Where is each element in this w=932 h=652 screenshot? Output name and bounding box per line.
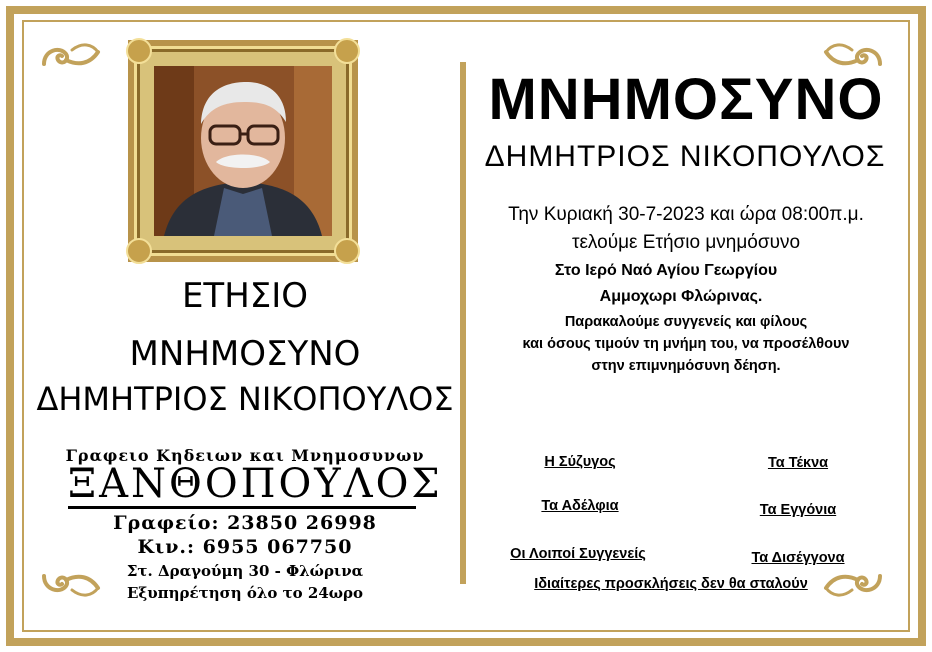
church-name: Στο Ιερό Ναό Αγίου Γεωργίου: [554, 262, 778, 279]
person-portrait-icon: [154, 66, 332, 236]
no-invitations-note: Ιδιαίτερες προσκλήσεις δεν θα σταλούν: [534, 576, 808, 592]
portrait-photo: [154, 66, 332, 236]
left-title-memorial: ΜΝΗΜΟΣΥΝΟ: [129, 334, 361, 374]
invitation-line-1: Παρακαλούμε συγγενείς και φίλους: [564, 314, 808, 330]
family-children: Τα Τέκνα: [767, 455, 829, 471]
portrait-frame: [128, 40, 358, 262]
service-announcement: τελούμε Ετήσιο μνημόσυνο: [571, 232, 801, 253]
left-title-annual: ΕΤΗΣΙΟ: [181, 276, 309, 316]
gold-divider: [460, 62, 466, 584]
left-deceased-name: ΔΗΜΗΤΡΙΟΣ ΝΙΚΟΠΟΥΛΟΣ: [36, 380, 454, 418]
family-great-grandchildren: Τα Δισέγγονα: [751, 550, 845, 566]
family-siblings: Τα Αδέλφια: [541, 498, 619, 514]
corner-ornament-icon: [38, 38, 104, 74]
family-spouse: Η Σύζυγος: [544, 454, 616, 470]
right-deceased-name: ΔΗΜΗΤΡΙΟΣ ΝΙΚΟΠΟΥΛΟΣ: [484, 140, 886, 173]
funeral-home-heading: Γραφειο Κηδειων και Μνημοσυνων: [65, 446, 425, 465]
office-phone: Γραφείο: 23850 26998: [113, 512, 377, 534]
invitation-line-3: στην επιμνημόσυνη δέηση.: [591, 358, 781, 374]
service-date-time: Την Κυριακή 30-7-2023 και ώρα 08:00π.μ.: [508, 204, 864, 225]
service-hours: Εξυπηρέτηση όλο το 24ωρο: [126, 584, 364, 602]
funeral-home-brand: ΞΑΝΘΟΠΟΥΛΟΣ: [68, 461, 443, 507]
family-grandchildren: Τα Εγγόνια: [759, 502, 837, 518]
family-relatives: Οι Λοιποί Συγγενείς: [510, 546, 646, 562]
church-location: Αμμοχωρι Φλώρινας.: [599, 288, 763, 305]
funeral-home-address: Στ. Δραγούμη 30 - Φλώρινα: [126, 562, 364, 580]
invitation-line-2: και όσους τιμούν τη μνήμη του, να προσέλθουν: [522, 336, 850, 352]
mobile-phone: Κιν.: 6955 067750: [137, 536, 353, 558]
right-title-memorial: ΜΝΗΜΟΣΥΝΟ: [488, 67, 884, 132]
